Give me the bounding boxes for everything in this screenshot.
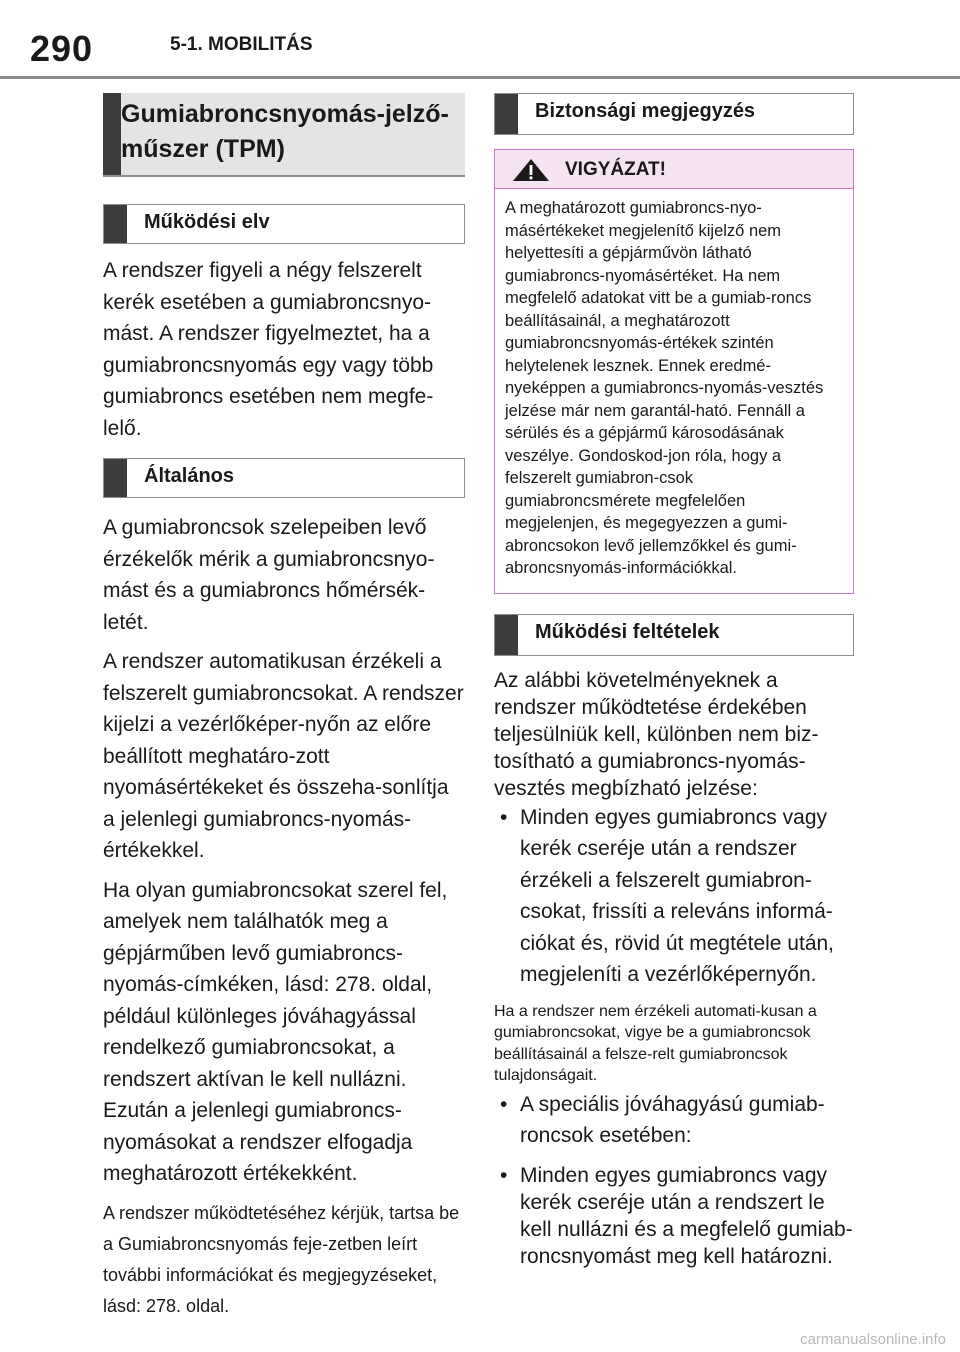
paragraph-auto-detect: A rendszer automatikusan érzékeli a felszerelt gumiabroncsokat. A rendszer kijelzi a vezérlőképer-nyőn az előre beállított meghatáro-zott nyomásértékeket és összeha-sonlítja a jelenlegi gumiabroncs-nyomás-értékekkel. <box>103 650 464 862</box>
tpm-title: Gumiabroncsnyomás-jelző-műszer (TPM) <box>121 100 449 163</box>
special-tyres-list <box>494 1089 854 1270</box>
section-title: 5-1. MOBILITÁS <box>170 34 313 55</box>
paragraph-reference: A rendszer működtetéséhez kérjük, tartsa be a Gumiabroncsnyomás feje-zetben leírt további információkat és megjegyzéseket, lásd: 278. oldal. <box>103 1202 460 1316</box>
subheading-box <box>103 204 465 244</box>
warning-title: VIGYÁZAT! <box>565 159 666 180</box>
subheading-mukodesi-elv: Működési elv <box>144 211 270 233</box>
paragraph-requirements: Az alábbi követelményeknek a rendszer működtetése érdekében teljesülniük kell, különben nem biz-tosítható a gumiabroncs-nyomás-vesztés megbízható jelzése: <box>494 668 819 800</box>
page-header <box>0 0 960 76</box>
subheading-marker <box>495 94 518 134</box>
list-item-text: Minden egyes gumiabroncs vagy kerék cseréje után a rendszer érzékeli a felszerelt gumiabron-csokat, frissíti a releváns informá-ciókat és, rövid út megtétele után, megjeleníti a vezérlőképernyőn. <box>520 805 835 986</box>
tpm-title-box <box>103 93 465 177</box>
paragraph-sensors: A gumiabroncsok szelepeiben levő érzékelők mérik a gumiabroncsnyo-mást és a gumiabroncs hőmérsék-letét. <box>103 516 435 634</box>
subheading-box <box>103 458 465 498</box>
right-column <box>494 93 854 1270</box>
paragraph-note: Ha a rendszer nem érzékeli automati-kusan a gumiabroncsokat, vigye be a gumiabroncsok beállításainál a felsze-relt gumiabroncsok tulajdonságait. <box>494 1002 817 1084</box>
subheading-marker <box>104 205 127 243</box>
subheading-marker <box>495 615 518 655</box>
subheading-marker <box>104 459 127 497</box>
list-item <box>494 1089 854 1152</box>
list-item-text: Minden egyes gumiabroncs vagy kerék cseréje után a rendszert le kell nullázni és a megfelelő gumiab-roncsnyomást meg kell határozni. <box>520 1163 853 1268</box>
subheading-box <box>494 614 854 656</box>
title-bar-marker <box>103 93 121 175</box>
warning-header <box>495 150 853 189</box>
safety-heading-box <box>494 93 854 135</box>
subheading-mukodesi-feltetelek: Működési feltételek <box>535 620 720 643</box>
warning-text: A meghatározott gumiabroncs-nyo-másértékeket megjelenítő kijelző nem helyettesíti a gépjárművön látható gumiabroncs-nyomásértéket. Ha nem megfelelő adatokat vitt be a gumiab-roncs beállításainál, a meghatározott gumiabroncsnyomás-értékek szintén helytelenek lesznek. Ennek eredmé-nyeképpen a gumiabroncs-nyomás-vesztés jelzése már nem garantál-ható. Fennáll a sérülés és a gépjármű károsodásának veszélye. Gondoskod-jon róla, hogy a felszerelt gumiabron-csok gumiabroncsmérete megfelelően megjelenjen, és megegyezzen a gumi-abroncsokon levő jellemzőkkel és gumi-abroncsnyomás-információkkal. <box>505 199 824 577</box>
list-item-text: A speciális jóváhagyású gumiab-roncsok esetében: <box>520 1092 825 1147</box>
list-item <box>494 1162 854 1270</box>
requirements-list <box>494 802 854 991</box>
watermark: carmanualsonline.info <box>800 1331 946 1348</box>
paragraph-principle: A rendszer figyeli a négy felszerelt kerék esetében a gumiabroncsnyo-mást. A rendszer figyelmeztet, ha a gumiabroncsnyomás egy vagy több gumiabroncs esetében nem megfe-lelő. <box>103 259 434 440</box>
warning-triangle-icon <box>511 158 551 182</box>
header-divider <box>0 76 960 79</box>
safety-heading: Biztonsági megjegyzés <box>535 100 756 122</box>
page-number: 290 <box>30 28 94 69</box>
paragraph-reset: Ha olyan gumiabroncsokat szerel fel, amelyek nem találhatók meg a gépjárműben levő gumiabroncs-nyomás-címkéken, lásd: 278. oldal, például különleges jóváhagyással rendelkező gumiabroncsokat, a rendszert aktívan le kell nullázni. Ezután a jelenlegi gumiabroncs-nyomásokat a rendszer elfogadja meghatározott értékekként. <box>103 878 448 1185</box>
subheading-altalanos: Általános <box>144 465 235 487</box>
list-item <box>494 802 854 991</box>
warning-box <box>494 149 854 594</box>
left-column <box>103 93 465 1322</box>
